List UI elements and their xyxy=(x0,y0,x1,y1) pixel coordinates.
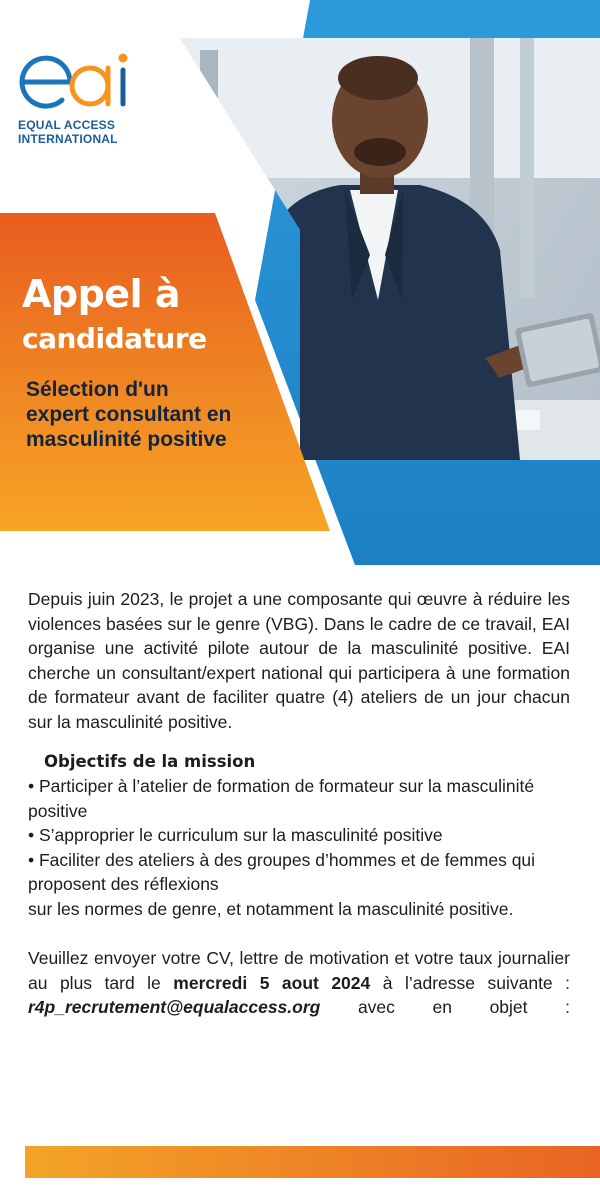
contact-text-after: avec en objet : xyxy=(320,997,570,1017)
subtitle-line: expert consultant en xyxy=(26,403,232,426)
hero-banner xyxy=(0,0,600,570)
objective-item: • Participer à l’atelier de formation de formateur sur la masculinité positive xyxy=(28,776,535,821)
contact-email-link[interactable]: r4p_recrutement@equalaccess.org xyxy=(28,997,321,1017)
body-content xyxy=(28,587,570,1020)
objective-item: sur les normes de genre, et notamment la masculinité positive. xyxy=(28,898,514,919)
subtitle-line: masculinité positive xyxy=(26,428,227,451)
logo-line-2: INTERNATIONAL xyxy=(18,132,118,146)
eai-logo xyxy=(18,46,148,156)
objectives-list xyxy=(28,774,570,921)
contact-text-middle: à l’adresse suivante : xyxy=(370,972,571,993)
subtitle xyxy=(26,377,316,452)
logo-line-1: EQUAL ACCESS xyxy=(18,118,116,132)
footer-orange-bar xyxy=(25,1146,600,1178)
contact-paragraph xyxy=(28,946,570,1020)
deadline-date: mercredi 5 aout 2024 xyxy=(173,972,371,993)
title-line-1: Appel à xyxy=(22,272,180,316)
title-line-2: candidature xyxy=(22,322,207,355)
objective-item: • S’approprier le curriculum sur la masculinité positive xyxy=(28,825,443,845)
subtitle-line: Sélection d'un xyxy=(26,378,169,401)
objective-item: • Faciliter des ateliers à des groupes d’hommes et de femmes qui proposent des réflexions xyxy=(28,849,536,894)
contact-text-before: Veuillez envoyer votre CV, lettre de motivation et votre taux journalier au plus tard le xyxy=(28,948,570,993)
intro-paragraph: Depuis juin 2023, le projet a une composante qui œuvre à réduire les violences basées sur le genre (VBG). Dans le cadre de ce travail, EAI organise une activité pilote autour de la masculinité positive. EAI cherche un consultant/expert national qui participera à une formation de formateur avant de faciliter quatre (4) ateliers de un jour chacun sur la masculinité positive. xyxy=(28,589,570,732)
eai-logo-mark xyxy=(18,46,138,114)
objectives-title: Objectifs de la mission xyxy=(44,752,256,771)
